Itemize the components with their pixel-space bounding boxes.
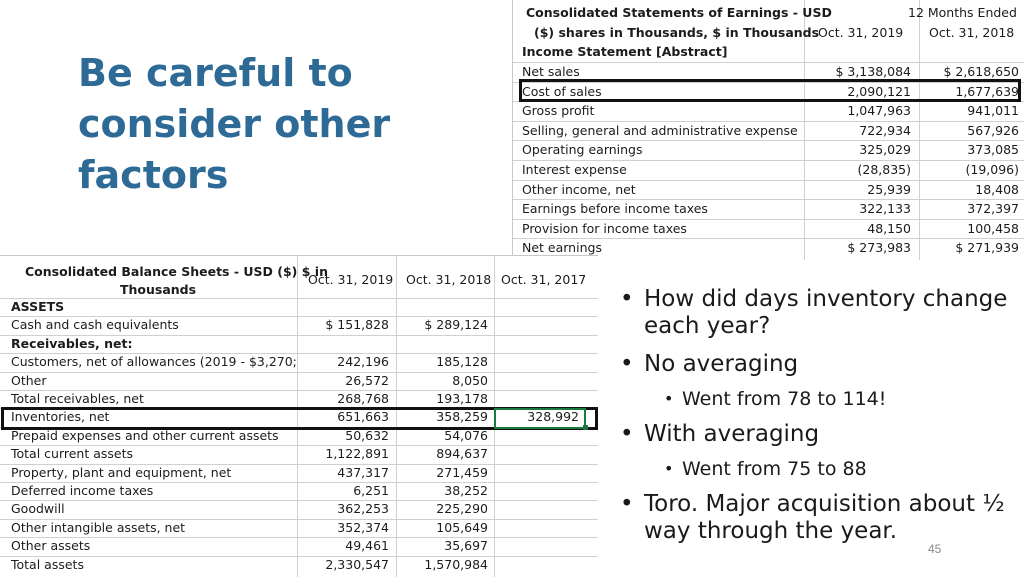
page-number: 45 <box>928 542 942 556</box>
balance-row-value-2019: 1,122,891 <box>325 446 389 462</box>
income-row-value-2018: 567,926 <box>967 122 1019 138</box>
income-row-label: Provision for income taxes <box>522 220 687 236</box>
income-row-value-2019: (28,835) <box>857 162 911 177</box>
income-row-label: Selling, general and administrative expense <box>522 122 798 138</box>
balance-row-label: Total current assets <box>11 446 134 462</box>
balance-row-value-2019: 49,461 <box>345 538 389 554</box>
income-statement-table <box>512 0 1024 260</box>
balance-row-value-2019: 352,374 <box>337 519 389 535</box>
selected-cell-outline[interactable] <box>494 408 586 429</box>
balance-row-label: Cash and cash equivalents <box>11 317 179 333</box>
balance-row-label: Receivables, net: <box>11 335 133 351</box>
income-row-value-2019: 2,090,121 <box>847 83 911 99</box>
bullet-list <box>618 286 1018 556</box>
balance-row-label: Property, plant and equipment, net <box>11 464 232 480</box>
income-row-label: Cost of sales <box>522 83 602 99</box>
balance-row-value-2018: 105,649 <box>436 519 488 535</box>
income-row-value-2019: 48,150 <box>867 220 911 236</box>
balance-row-value-2018: 38,252 <box>444 483 488 498</box>
income-section-label: Income Statement [Abstract] <box>522 44 728 59</box>
income-row-value-2018: $ 2,618,650 <box>943 64 1019 79</box>
balance-row-value-2019: 2,330,547 <box>325 556 389 572</box>
balance-row-label: Other assets <box>11 538 91 554</box>
income-row-value-2018: 372,397 <box>967 201 1019 217</box>
bullet-toro-acquisition: • Toro. Major acquisition about ½ way through the year. <box>618 491 1018 545</box>
balance-row-label: Customers, net of allowances (2019 - $3,270; <box>11 354 297 370</box>
balance-sheet-table <box>0 255 598 577</box>
balance-header-line-1: Consolidated Balance Sheets - USD ($) $ in <box>25 264 328 279</box>
balance-row-value-2019: 437,317 <box>337 464 389 480</box>
bullet-days-inventory: • How did days inventory change each year? <box>618 286 1018 340</box>
balance-row-value-2018: 185,128 <box>436 354 488 370</box>
balance-row-value-2018: 193,178 <box>436 391 488 406</box>
balance-row-value-2019: 50,632 <box>345 427 389 443</box>
title-line-3: factors <box>78 153 229 197</box>
income-row-value-2019: 325,029 <box>859 142 911 158</box>
sub-bullet-with-averaging: • Went from 75 to 88 <box>618 457 1018 481</box>
balance-row-value-2018: 8,050 <box>452 372 488 388</box>
income-row-label: Interest expense <box>522 162 627 177</box>
income-col-2018: Oct. 31, 2018 <box>929 25 1015 40</box>
balance-row-value-2018: 225,290 <box>436 501 488 517</box>
balance-row-value-2018: 35,697 <box>444 538 488 554</box>
bullet-with-averaging: • With averaging <box>618 421 1018 448</box>
fill-handle[interactable] <box>583 425 588 430</box>
income-row-value-2019: 722,934 <box>859 122 911 138</box>
balance-row-label: Other intangible assets, net <box>11 519 186 535</box>
income-row-value-2019: $ 3,138,084 <box>835 64 911 79</box>
sub-bullet-no-averaging: • Went from 78 to 114! <box>618 387 1018 411</box>
income-row-value-2019: $ 273,983 <box>847 240 911 256</box>
income-row-value-2018: 100,458 <box>967 220 1019 236</box>
balance-col-2019: Oct. 31, 2019 <box>308 272 394 287</box>
balance-row-label: Total receivables, net <box>11 391 144 406</box>
income-row-value-2018: 941,011 <box>967 103 1019 119</box>
income-header-line-1: Consolidated Statements of Earnings - USD <box>526 5 832 20</box>
balance-row-value-2018: 1,570,984 <box>424 556 488 572</box>
income-row-label: Other income, net <box>522 181 636 197</box>
income-row-value-2018: 373,085 <box>967 142 1019 158</box>
balance-col-2018: Oct. 31, 2018 <box>406 272 492 287</box>
balance-row-value-2018: 358,259 <box>436 409 488 425</box>
balance-row-label: Inventories, net <box>11 409 110 425</box>
income-row-value-2019: 1,047,963 <box>847 103 911 119</box>
title-line-1: Be careful to <box>78 51 353 95</box>
balance-row-value-2019: 362,253 <box>337 501 389 517</box>
balance-row-value-2018: $ 289,124 <box>424 317 488 333</box>
balance-row-value-2017: 328,992 <box>527 409 579 425</box>
cost-of-sales-highlight <box>519 79 1021 102</box>
income-row-value-2018: (19,096) <box>965 162 1019 177</box>
income-row-value-2018: $ 271,939 <box>955 240 1019 256</box>
balance-col-2017: Oct. 31, 2017 <box>501 272 587 287</box>
title-line-2: consider other <box>78 102 391 146</box>
bullet-no-averaging: • No averaging <box>618 351 1018 378</box>
period-label: 12 Months Ended <box>908 5 1017 20</box>
balance-header-line-2: Thousands <box>120 282 197 297</box>
balance-row-value-2019: $ 151,828 <box>325 317 389 333</box>
balance-row-label: Prepaid expenses and other current assets <box>11 427 279 443</box>
balance-row-value-2018: 54,076 <box>444 427 488 443</box>
balance-row-label: Goodwill <box>11 501 65 517</box>
slide-title <box>78 48 478 201</box>
income-row-label: Earnings before income taxes <box>522 201 708 217</box>
income-row-label: Operating earnings <box>522 142 643 158</box>
balance-row-value-2018: 271,459 <box>436 464 488 480</box>
income-row-label: Net earnings <box>522 240 602 256</box>
income-row-value-2019: 25,939 <box>867 181 911 197</box>
balance-row-label: ASSETS <box>11 299 65 314</box>
income-row-label: Gross profit <box>522 103 595 119</box>
income-col-2019: Oct. 31, 2019 <box>818 25 904 40</box>
balance-row-value-2019: 6,251 <box>353 483 389 498</box>
balance-row-value-2019: 268,768 <box>337 391 389 406</box>
income-row-value-2018: 18,408 <box>975 181 1019 197</box>
balance-row-label: Deferred income taxes <box>11 483 154 498</box>
balance-row-value-2019: 26,572 <box>345 372 389 388</box>
income-row-value-2018: 1,677,639 <box>955 83 1019 99</box>
income-row-value-2019: 322,133 <box>859 201 911 217</box>
balance-row-label: Other <box>11 372 47 388</box>
balance-row-value-2019: 651,663 <box>337 409 389 425</box>
balance-row-value-2018: 894,637 <box>436 446 488 462</box>
income-row-label: Net sales <box>522 64 580 79</box>
balance-row-value-2019: 242,196 <box>337 354 389 370</box>
income-header-line-2: ($) shares in Thousands, $ in Thousands <box>534 25 820 40</box>
balance-row-label: Total assets <box>11 556 84 572</box>
